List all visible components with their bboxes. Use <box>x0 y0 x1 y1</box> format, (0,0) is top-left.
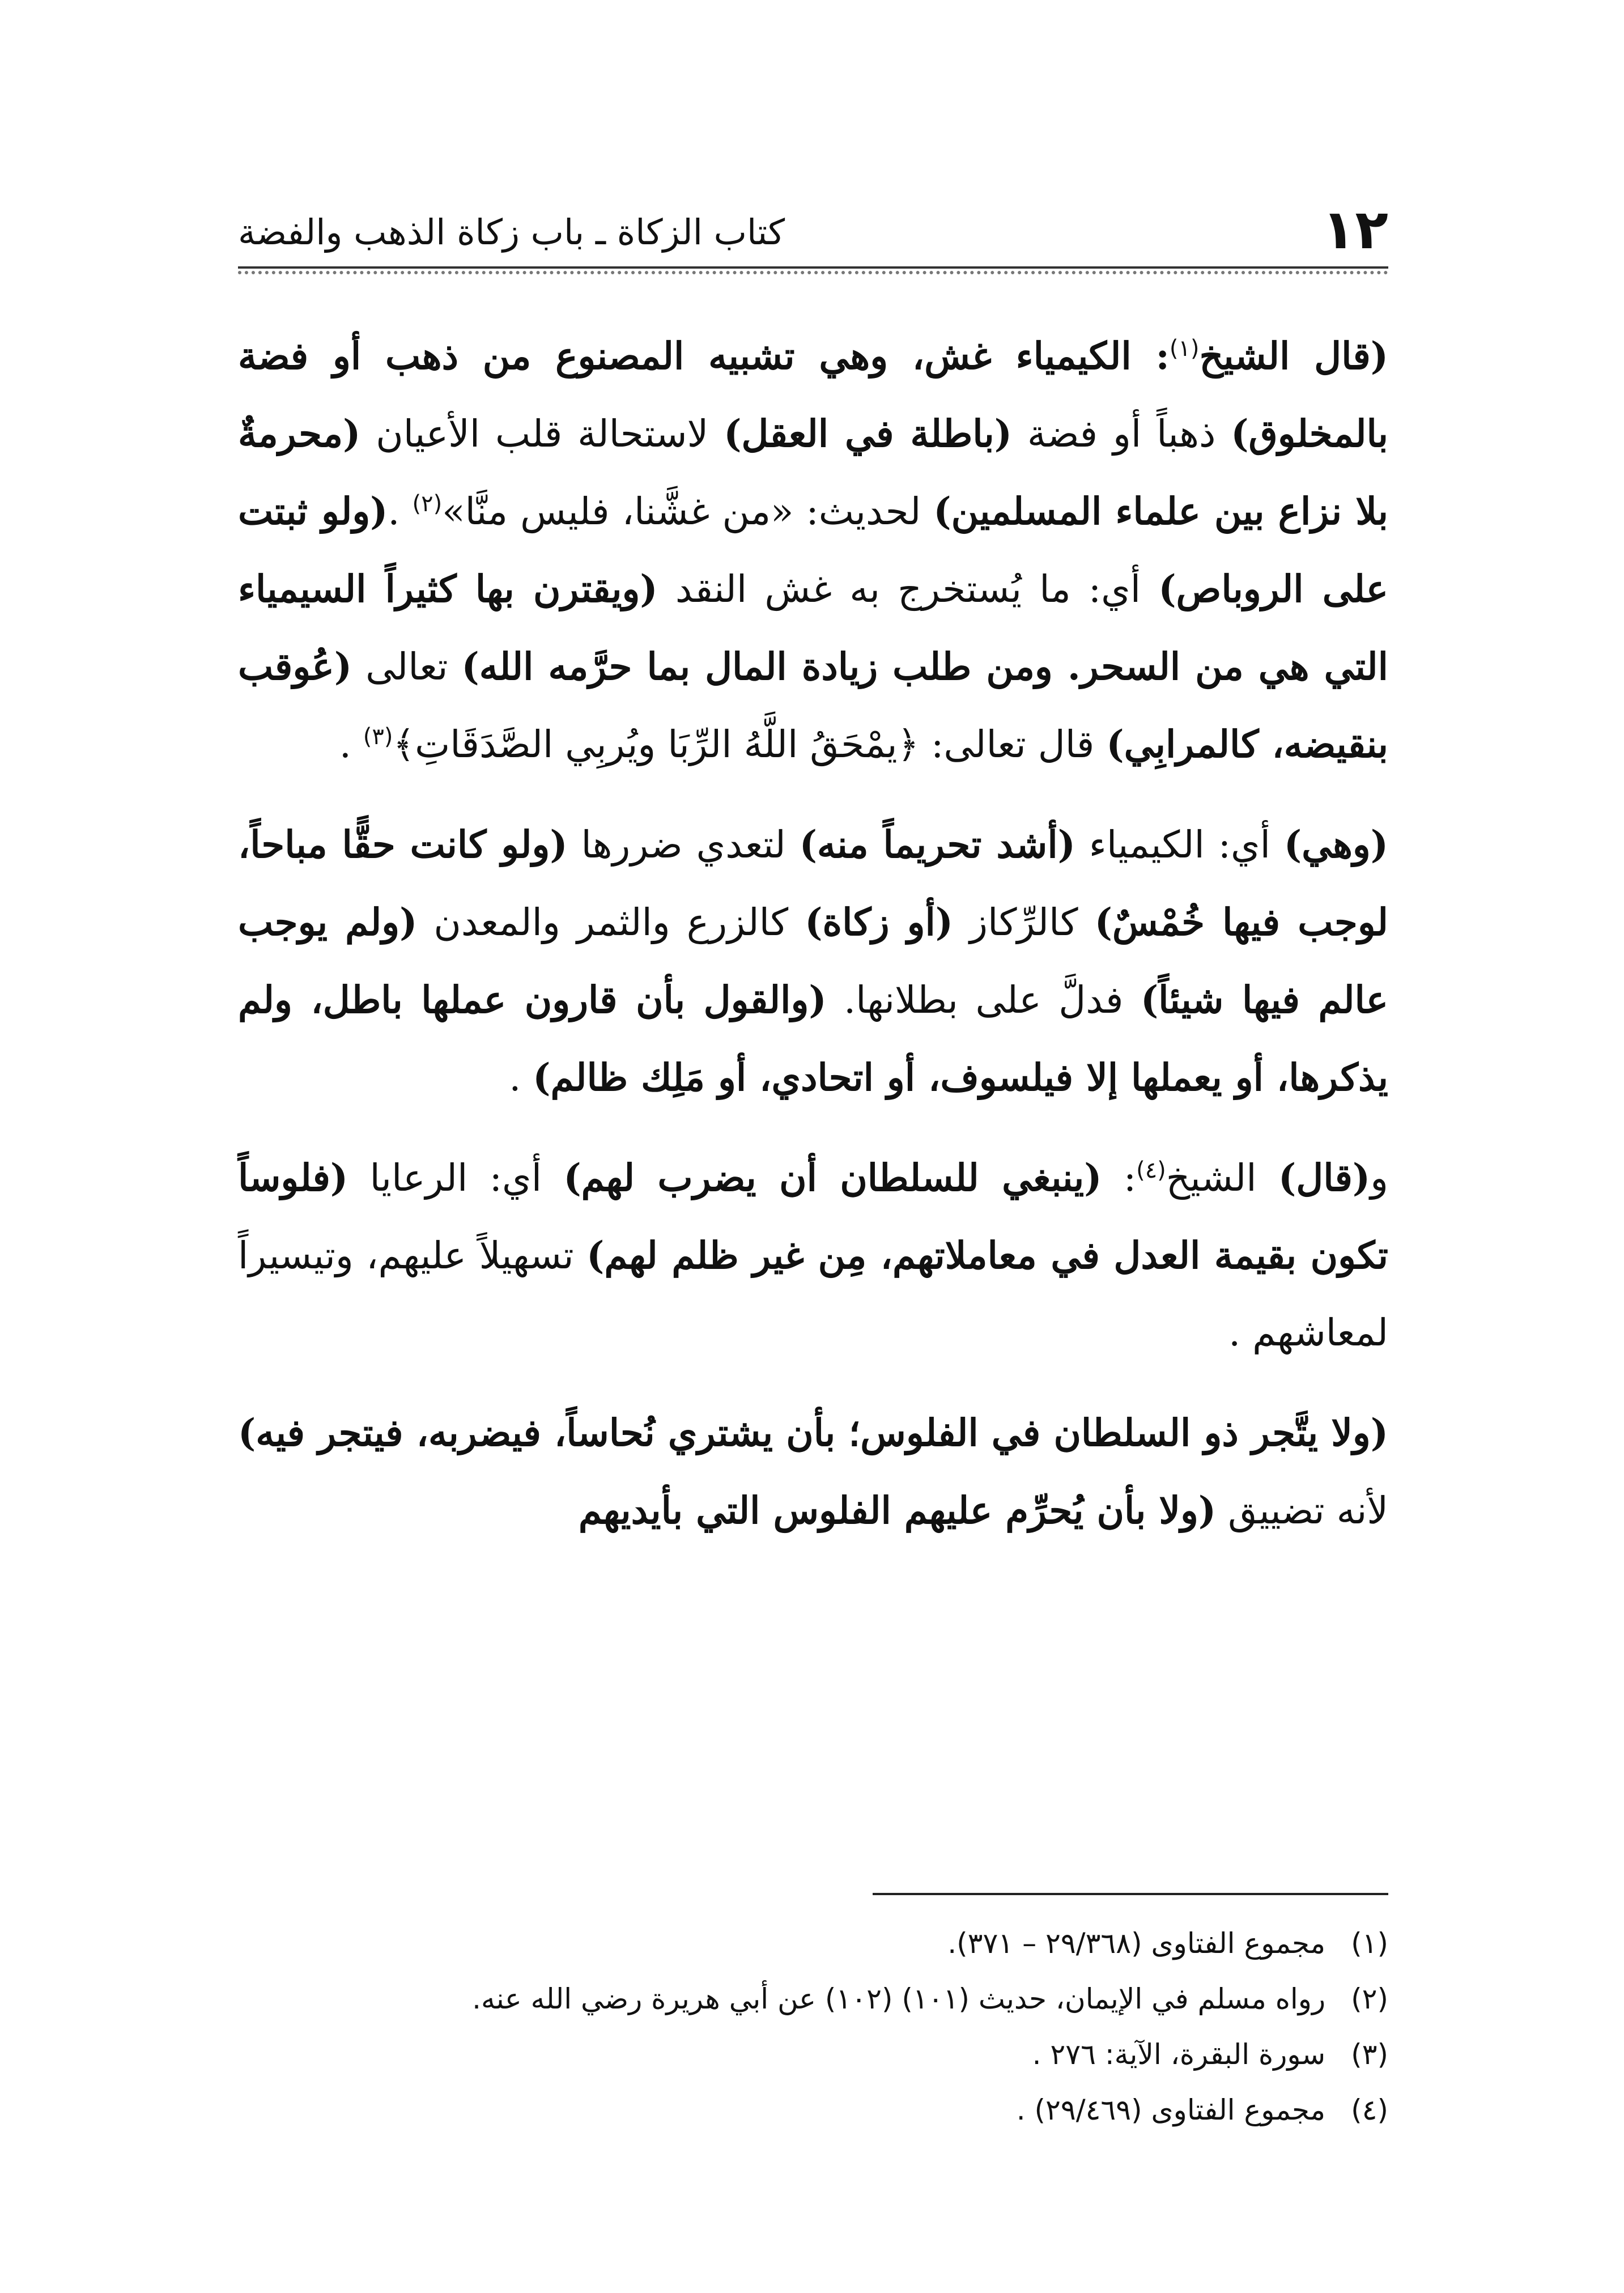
sharh-text: لتعدي ضررها <box>567 823 800 867</box>
sharh-text: لأنه تضييق <box>1216 1489 1388 1532</box>
matn-text: (ويقترن بها كثيراً السيمياء التي هي من السحر. ومن طلب زيادة المال بما حرَّمه الله) <box>238 567 1388 689</box>
matn-text: (ينبغي للسلطان أن يضرب لهم) <box>563 1156 1102 1200</box>
page-number: ١٢ <box>1321 198 1388 261</box>
sharh-text: كالرِّكاز <box>953 901 1095 944</box>
matn-text: (ولا بأن يُحرِّم عليهم الفلوس التي بأيديهم <box>578 1488 1217 1532</box>
footnote-ref: (١) <box>1169 336 1200 362</box>
footnote-text: مجموع الفتاوى (٢٩/٤٦٩) . <box>1016 2094 1326 2126</box>
matn-text: (عُوقب بنقيضه، كالمرابِي) <box>238 644 1388 766</box>
sharh-text: الشيخ <box>1166 1156 1279 1200</box>
paragraph-2 <box>238 806 1388 1116</box>
sharh-text: لحديث: «من غشَّنا، فليس منَّا» <box>442 490 934 533</box>
footnote-number: (٢) <box>1351 1982 1388 2015</box>
footnote-number: (٤) <box>1351 2094 1388 2126</box>
paragraph-3 <box>238 1139 1388 1371</box>
matn-text: (ولم يوجب عالم فيها شيئاً) <box>238 900 1389 1022</box>
matn-text: (أو زكاة) <box>805 900 954 944</box>
matn-text: (ولو كانت حقًّا مباحاً، لوجب فيها خُمْسٌ) <box>238 822 1389 944</box>
sharh-text: كالزرع والثمر والمعدن <box>417 901 805 944</box>
sharh-text: : <box>1102 1156 1137 1200</box>
matn-text: (ولو ثبتت على الروباص) <box>238 489 1389 611</box>
header-divider <box>238 266 1388 274</box>
matn-text: : الكيمياء غش، وهي تشبيه المصنوع من ذهب أو فضة بالمخلوق) <box>238 334 1388 456</box>
sharh-text: فدلَّ على بطلانها. <box>826 978 1141 1022</box>
running-title: كتاب الزكاة ـ باب زكاة الذهب والفضة <box>238 211 785 253</box>
paragraph-1 <box>238 317 1388 783</box>
footnote-number: (١) <box>1351 1927 1388 1960</box>
footnote-number: (٣) <box>1351 2038 1388 2071</box>
sharh-text: أي: ما يُستخرج به غش النقد <box>657 567 1159 611</box>
footnote-ref: (٢) <box>412 491 443 517</box>
matn-text: (وهي) <box>1283 822 1388 867</box>
footnote-divider <box>873 1893 1388 1895</box>
matn-text: (محرمةٌ بلا نزاع بين علماء المسلمين) <box>238 411 1389 533</box>
sharh-text: تعالى <box>352 645 462 689</box>
matn-text: (والقول بأن قارون عملها باطل، ولم يذكرها، أو يعملها إلا فيلسوف، أو اتحادي، أو مَلِك ظالم) <box>238 978 1388 1099</box>
footnotes <box>238 1916 1388 2138</box>
footnote-ref: (٣) <box>363 724 393 750</box>
matn-text: (قال) <box>1278 1156 1371 1200</box>
sharh-text: . <box>388 490 413 533</box>
footnote-ref: (٤) <box>1136 1157 1166 1183</box>
matn-text: (قال الشيخ <box>1199 334 1388 378</box>
page-header <box>238 196 1388 264</box>
footnote-text: رواه مسلم في الإيمان، حديث (١٠١) (١٠٢) عن أبي هريرة رضي الله عنه. <box>472 1982 1326 2015</box>
footnote-3 <box>238 2027 1388 2082</box>
footnote-1 <box>238 1916 1388 1971</box>
sharh-text: لاستحالة قلب الأعيان <box>360 412 724 456</box>
sharh-text: أي: الكيمياء <box>1075 823 1284 867</box>
matn-text: (باطلة في العقل) <box>724 411 1012 456</box>
sharh-text: و <box>1370 1156 1388 1200</box>
matn-text: (أشد تحريماً منه) <box>799 822 1075 867</box>
matn-text: (ولا يتَّجر ذو السلطان في الفلوس؛ بأن يشتري نُحاساً، فيضربه، فيتجر فيه) <box>238 1411 1388 1455</box>
footnote-4 <box>238 2082 1388 2138</box>
sharh-text: قال تعالى: ﴿يمْحَقُ اللَّهُ الرِّبَا ويُربِي الصَّدَقَاتِ﴾ <box>393 723 1107 766</box>
footnote-text: سورة البقرة، الآية: ٢٧٦ . <box>1032 2038 1326 2071</box>
sharh-text: . <box>509 1056 533 1099</box>
footnote-2 <box>238 1971 1388 2027</box>
sharh-text: . <box>339 723 363 766</box>
main-text <box>238 317 1388 1572</box>
paragraph-4 <box>238 1394 1388 1549</box>
sharh-text: ذهباً أو فضة <box>1011 412 1231 456</box>
sharh-text: أي: الرعايا <box>348 1156 564 1200</box>
sharh-text: تسهيلاً عليهم، وتيسيراً لمعاشهم . <box>238 1234 1388 1354</box>
footnote-text: مجموع الفتاوى (٢٩/٣٦٨ – ٣٧١). <box>947 1927 1326 1960</box>
matn-text: (فلوساً تكون بقيمة العدل في معاملاتهم، مِن غير ظلم لهم) <box>238 1156 1388 1277</box>
